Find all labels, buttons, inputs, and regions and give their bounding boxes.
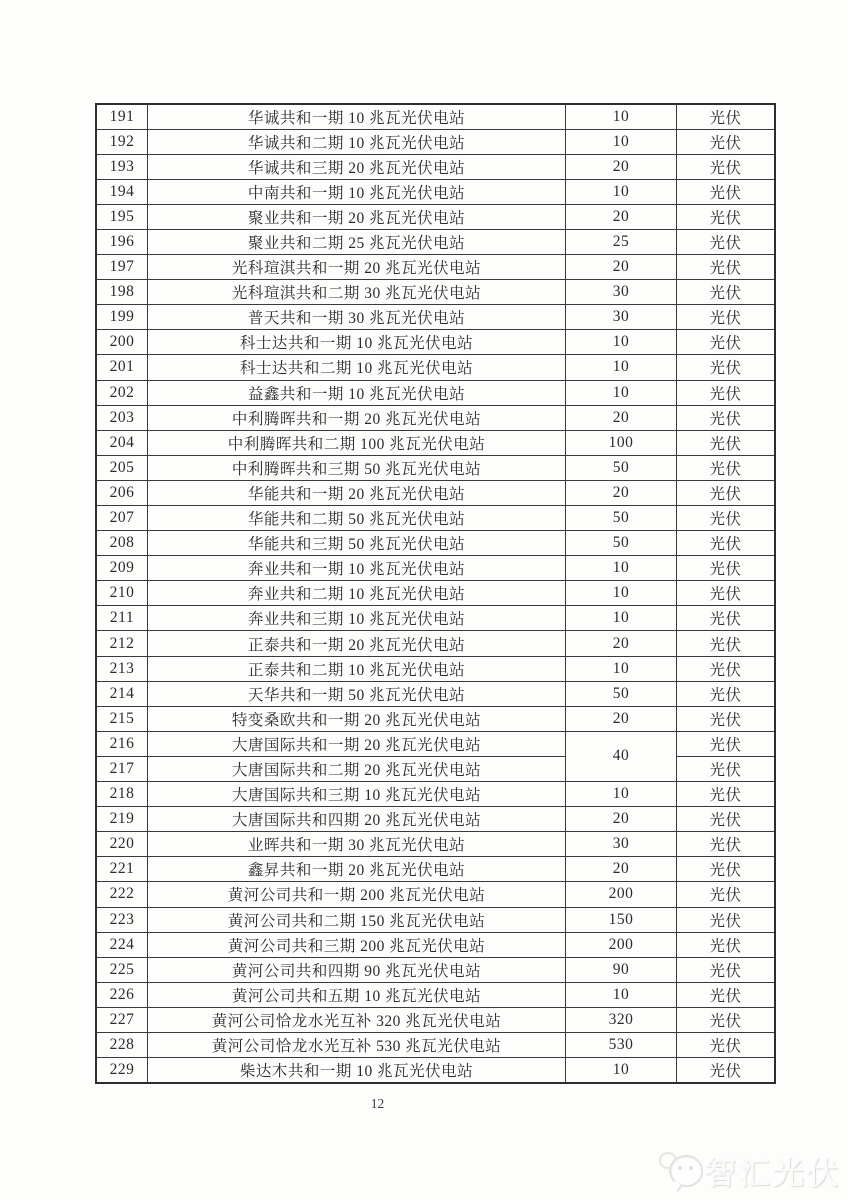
row-index-cell: 194 — [96, 179, 148, 204]
capacity-cell: 10 — [566, 129, 677, 154]
capacity-cell: 50 — [566, 455, 677, 480]
station-name-cell: 特变桑欧共和一期 20 兆瓦光伏电站 — [148, 706, 566, 731]
type-cell: 光伏 — [677, 455, 776, 480]
capacity-cell: 20 — [566, 706, 677, 731]
station-name-cell: 聚业共和二期 25 兆瓦光伏电站 — [148, 229, 566, 254]
type-cell: 光伏 — [677, 154, 776, 179]
type-cell: 光伏 — [677, 480, 776, 505]
station-name-cell: 正泰共和一期 20 兆瓦光伏电站 — [148, 631, 566, 656]
type-cell: 光伏 — [677, 1032, 776, 1057]
row-index-cell: 209 — [96, 556, 148, 581]
row-index-cell: 221 — [96, 857, 148, 882]
station-name-cell: 黄河公司共和五期 10 兆瓦光伏电站 — [148, 982, 566, 1007]
table-row — [96, 255, 775, 280]
row-index-cell: 219 — [96, 807, 148, 832]
capacity-cell: 50 — [566, 531, 677, 556]
capacity-cell: 20 — [566, 857, 677, 882]
type-cell: 光伏 — [677, 280, 776, 305]
capacity-cell: 25 — [566, 229, 677, 254]
station-name-cell: 天华共和一期 50 兆瓦光伏电站 — [148, 681, 566, 706]
type-cell: 光伏 — [677, 907, 776, 932]
capacity-cell: 20 — [566, 807, 677, 832]
table-row — [96, 1032, 775, 1057]
table-row — [96, 204, 775, 229]
station-name-cell: 鑫昇共和一期 20 兆瓦光伏电站 — [148, 857, 566, 882]
capacity-cell: 20 — [566, 255, 677, 280]
capacity-cell: 10 — [566, 982, 677, 1007]
station-name-cell: 奔业共和三期 10 兆瓦光伏电站 — [148, 606, 566, 631]
table-row — [96, 455, 775, 480]
type-cell: 光伏 — [677, 179, 776, 204]
station-name-cell: 科士达共和二期 10 兆瓦光伏电站 — [148, 355, 566, 380]
capacity-cell: 10 — [566, 556, 677, 581]
capacity-cell: 20 — [566, 405, 677, 430]
table-row — [96, 405, 775, 430]
capacity-cell: 10 — [566, 1058, 677, 1083]
table-row — [96, 882, 775, 907]
station-name-cell: 光科瑄淇共和一期 20 兆瓦光伏电站 — [148, 255, 566, 280]
capacity-cell: 10 — [566, 104, 677, 129]
capacity-cell: 30 — [566, 305, 677, 330]
capacity-cell: 10 — [566, 330, 677, 355]
table-row — [96, 330, 775, 355]
table-row — [96, 104, 775, 129]
capacity-cell: 200 — [566, 882, 677, 907]
type-cell: 光伏 — [677, 380, 776, 405]
type-cell: 光伏 — [677, 857, 776, 882]
type-cell: 光伏 — [677, 104, 776, 129]
station-name-cell: 聚业共和一期 20 兆瓦光伏电站 — [148, 204, 566, 229]
type-cell: 光伏 — [677, 807, 776, 832]
station-name-cell: 光科瑄淇共和二期 30 兆瓦光伏电站 — [148, 280, 566, 305]
row-index-cell: 208 — [96, 531, 148, 556]
station-name-cell: 中利腾晖共和一期 20 兆瓦光伏电站 — [148, 405, 566, 430]
type-cell: 光伏 — [677, 932, 776, 957]
type-cell: 光伏 — [677, 430, 776, 455]
table-row — [96, 1007, 775, 1032]
type-cell: 光伏 — [677, 305, 776, 330]
station-name-cell: 华能共和一期 20 兆瓦光伏电站 — [148, 480, 566, 505]
row-index-cell: 192 — [96, 129, 148, 154]
table-row — [96, 129, 775, 154]
row-index-cell: 193 — [96, 154, 148, 179]
row-index-cell: 196 — [96, 229, 148, 254]
row-index-cell: 211 — [96, 606, 148, 631]
capacity-cell: 20 — [566, 154, 677, 179]
type-cell: 光伏 — [677, 681, 776, 706]
row-index-cell: 206 — [96, 480, 148, 505]
row-index-cell: 229 — [96, 1058, 148, 1083]
type-cell: 光伏 — [677, 229, 776, 254]
row-index-cell: 212 — [96, 631, 148, 656]
capacity-cell: 10 — [566, 581, 677, 606]
row-index-cell: 200 — [96, 330, 148, 355]
table-row — [96, 656, 775, 681]
type-cell: 光伏 — [677, 556, 776, 581]
table-row — [96, 681, 775, 706]
row-index-cell: 222 — [96, 882, 148, 907]
row-index-cell: 195 — [96, 204, 148, 229]
station-name-cell: 华诚共和三期 20 兆瓦光伏电站 — [148, 154, 566, 179]
type-cell: 光伏 — [677, 656, 776, 681]
type-cell: 光伏 — [677, 606, 776, 631]
type-cell: 光伏 — [677, 204, 776, 229]
table-row — [96, 430, 775, 455]
type-cell: 光伏 — [677, 756, 776, 781]
capacity-cell: 10 — [566, 606, 677, 631]
capacity-cell: 150 — [566, 907, 677, 932]
watermark-label: 智汇光伏 — [705, 1156, 841, 1191]
row-index-cell: 198 — [96, 280, 148, 305]
row-index-cell: 228 — [96, 1032, 148, 1057]
capacity-cell: 50 — [566, 506, 677, 531]
type-cell: 光伏 — [677, 531, 776, 556]
watermark — [659, 1148, 841, 1193]
type-cell: 光伏 — [677, 405, 776, 430]
station-name-cell: 益鑫共和一期 10 兆瓦光伏电站 — [148, 380, 566, 405]
table-row — [96, 179, 775, 204]
capacity-cell: 10 — [566, 782, 677, 807]
station-name-cell: 黄河公司共和三期 200 兆瓦光伏电站 — [148, 932, 566, 957]
type-cell: 光伏 — [677, 957, 776, 982]
row-index-cell: 218 — [96, 782, 148, 807]
capacity-cell: 20 — [566, 631, 677, 656]
type-cell: 光伏 — [677, 706, 776, 731]
station-name-cell: 大唐国际共和二期 20 兆瓦光伏电站 — [148, 756, 566, 781]
capacity-cell: 30 — [566, 832, 677, 857]
station-name-cell: 普天共和一期 30 兆瓦光伏电站 — [148, 305, 566, 330]
type-cell: 光伏 — [677, 982, 776, 1007]
row-index-cell: 215 — [96, 706, 148, 731]
capacity-cell: 320 — [566, 1007, 677, 1032]
station-name-cell: 黄河公司恰龙水光互补 530 兆瓦光伏电站 — [148, 1032, 566, 1057]
station-name-cell: 科士达共和一期 10 兆瓦光伏电站 — [148, 330, 566, 355]
capacity-cell: 90 — [566, 957, 677, 982]
row-index-cell: 226 — [96, 982, 148, 1007]
station-name-cell: 中南共和一期 10 兆瓦光伏电站 — [148, 179, 566, 204]
table-row — [96, 531, 775, 556]
type-cell: 光伏 — [677, 782, 776, 807]
row-index-cell: 224 — [96, 932, 148, 957]
station-name-cell: 华能共和二期 50 兆瓦光伏电站 — [148, 506, 566, 531]
station-name-cell: 华诚共和二期 10 兆瓦光伏电站 — [148, 129, 566, 154]
capacity-cell: 530 — [566, 1032, 677, 1057]
table-row — [96, 280, 775, 305]
type-cell: 光伏 — [677, 506, 776, 531]
station-name-cell: 华诚共和一期 10 兆瓦光伏电站 — [148, 104, 566, 129]
capacity-cell: 40 — [566, 731, 677, 781]
table-row — [96, 782, 775, 807]
capacity-cell: 30 — [566, 280, 677, 305]
table-row — [96, 1058, 775, 1083]
row-index-cell: 220 — [96, 832, 148, 857]
type-cell: 光伏 — [677, 255, 776, 280]
table-row — [96, 380, 775, 405]
station-name-cell: 黄河公司共和四期 90 兆瓦光伏电站 — [148, 957, 566, 982]
row-index-cell: 227 — [96, 1007, 148, 1032]
station-name-cell: 奔业共和一期 10 兆瓦光伏电站 — [148, 556, 566, 581]
row-index-cell: 223 — [96, 907, 148, 932]
type-cell: 光伏 — [677, 129, 776, 154]
type-cell: 光伏 — [677, 832, 776, 857]
table-row — [96, 907, 775, 932]
row-index-cell: 205 — [96, 455, 148, 480]
type-cell: 光伏 — [677, 1058, 776, 1083]
station-name-cell: 正泰共和二期 10 兆瓦光伏电站 — [148, 656, 566, 681]
table-row — [96, 581, 775, 606]
capacity-cell: 10 — [566, 380, 677, 405]
wechat-bubble-icon — [659, 1151, 705, 1191]
row-index-cell: 197 — [96, 255, 148, 280]
station-name-cell: 大唐国际共和一期 20 兆瓦光伏电站 — [148, 731, 566, 756]
station-name-cell: 黄河公司恰龙水光互补 320 兆瓦光伏电站 — [148, 1007, 566, 1032]
table-row — [96, 305, 775, 330]
station-name-cell: 黄河公司共和二期 150 兆瓦光伏电站 — [148, 907, 566, 932]
capacity-cell: 20 — [566, 480, 677, 505]
row-index-cell: 203 — [96, 405, 148, 430]
row-index-cell: 217 — [96, 756, 148, 781]
capacity-cell: 50 — [566, 681, 677, 706]
type-cell: 光伏 — [677, 581, 776, 606]
station-name-cell: 奔业共和二期 10 兆瓦光伏电站 — [148, 581, 566, 606]
table-row — [96, 832, 775, 857]
row-index-cell: 214 — [96, 681, 148, 706]
capacity-cell: 100 — [566, 430, 677, 455]
table-row — [96, 229, 775, 254]
table-row — [96, 506, 775, 531]
type-cell: 光伏 — [677, 1007, 776, 1032]
row-index-cell: 204 — [96, 430, 148, 455]
table-row — [96, 556, 775, 581]
table-row — [96, 957, 775, 982]
station-name-cell: 中利腾晖共和三期 50 兆瓦光伏电站 — [148, 455, 566, 480]
type-cell: 光伏 — [677, 355, 776, 380]
page-number: 12 — [370, 1096, 385, 1111]
table-row — [96, 606, 775, 631]
row-index-cell: 225 — [96, 957, 148, 982]
row-index-cell: 201 — [96, 355, 148, 380]
table-row — [96, 480, 775, 505]
station-name-cell: 业晖共和一期 30 兆瓦光伏电站 — [148, 832, 566, 857]
table-row — [96, 932, 775, 957]
table-row — [96, 982, 775, 1007]
row-index-cell: 202 — [96, 380, 148, 405]
capacity-cell: 20 — [566, 204, 677, 229]
row-index-cell: 210 — [96, 581, 148, 606]
capacity-cell: 10 — [566, 656, 677, 681]
capacity-cell: 200 — [566, 932, 677, 957]
pv-station-table — [95, 103, 776, 1084]
type-cell: 光伏 — [677, 731, 776, 756]
row-index-cell: 199 — [96, 305, 148, 330]
type-cell: 光伏 — [677, 631, 776, 656]
table-row — [96, 355, 775, 380]
type-cell: 光伏 — [677, 330, 776, 355]
type-cell: 光伏 — [677, 882, 776, 907]
station-name-cell: 黄河公司共和一期 200 兆瓦光伏电站 — [148, 882, 566, 907]
table-row — [96, 631, 775, 656]
row-index-cell: 191 — [96, 104, 148, 129]
row-index-cell: 213 — [96, 656, 148, 681]
row-index-cell: 207 — [96, 506, 148, 531]
capacity-cell: 10 — [566, 355, 677, 380]
table-row — [96, 731, 775, 756]
station-name-cell: 华能共和三期 50 兆瓦光伏电站 — [148, 531, 566, 556]
row-index-cell: 216 — [96, 731, 148, 756]
station-name-cell: 大唐国际共和三期 10 兆瓦光伏电站 — [148, 782, 566, 807]
table-row — [96, 857, 775, 882]
station-name-cell: 大唐国际共和四期 20 兆瓦光伏电站 — [148, 807, 566, 832]
table-row — [96, 154, 775, 179]
station-name-cell: 柴达木共和一期 10 兆瓦光伏电站 — [148, 1058, 566, 1083]
table-row — [96, 807, 775, 832]
table-row — [96, 706, 775, 731]
capacity-cell: 10 — [566, 179, 677, 204]
station-name-cell: 中利腾晖共和二期 100 兆瓦光伏电站 — [148, 430, 566, 455]
